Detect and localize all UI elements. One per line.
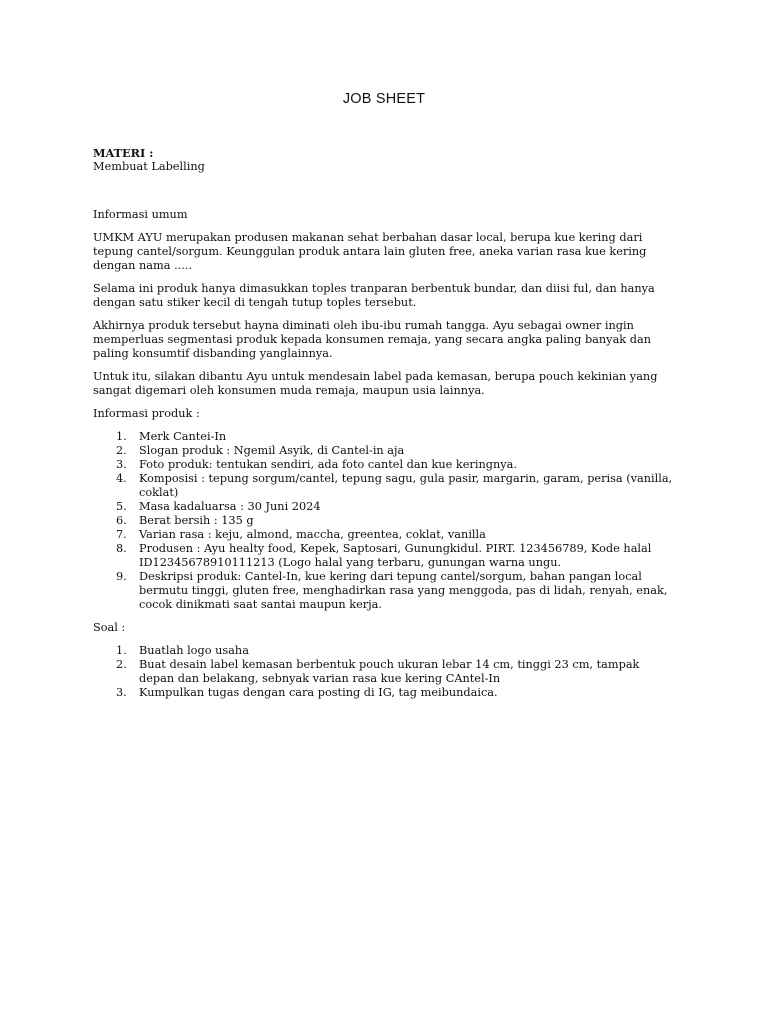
list-item xyxy=(93,458,673,472)
list-number: 7. xyxy=(116,528,127,541)
list-item-text: Varian rasa : keju, almond, maccha, greentea, coklat, vanilla xyxy=(139,528,486,541)
list-number: 1. xyxy=(116,430,127,443)
list-item-text: Berat bersih : 135 g xyxy=(139,514,254,527)
info-umum-paragraph: Akhirnya produk tersebut hayna diminati oleh ibu-ibu rumah tangga. Ayu sebagai owner ingin memperluas segmentasi produk kepada konsumen remaja, yang secara angka paling banyak dan paling konsumtif disbanding yanglainnya. xyxy=(93,319,651,360)
materi-label: MATERI : xyxy=(93,146,154,160)
info-produk-list xyxy=(93,430,673,612)
info-umum-paragraph: Selama ini produk hanya dimasukkan toples tranparan berbentuk bundar, dan diisi ful, dan hanya dengan satu stiker kecil di tengah tutup toples tersebut. xyxy=(93,282,655,309)
list-item xyxy=(93,430,673,444)
soal-heading: Soal : xyxy=(93,621,126,634)
list-item-text: Kumpulkan tugas dengan cara posting di IG, tag meibundaica. xyxy=(139,686,498,699)
list-item-text: Buat desain label kemasan berbentuk pouch ukuran lebar 14 cm, tinggi 23 cm, tampak depan dan belakang, sebnyak varian rasa kue kering CAntel-In xyxy=(139,658,640,685)
list-number: 6. xyxy=(116,514,127,527)
list-item-text: Buatlah logo usaha xyxy=(139,644,249,657)
list-item xyxy=(93,686,673,700)
list-number: 8. xyxy=(116,542,127,555)
list-item xyxy=(93,542,673,570)
list-item-text: Masa kadaluarsa : 30 Juni 2024 xyxy=(139,500,321,513)
list-number: 4. xyxy=(116,472,127,485)
list-item xyxy=(93,500,673,514)
list-number: 3. xyxy=(116,686,127,699)
list-number: 5. xyxy=(116,500,127,513)
list-item-text: Merk Cantei-In xyxy=(139,430,227,443)
list-item xyxy=(93,570,673,612)
info-umum-paragraph: UMKM AYU merupakan produsen makanan sehat berbahan dasar local, berupa kue kering dari tepung cantel/sorgum. Keunggulan produk antara lain gluten free, aneka varian rasa kue kering dengan nama ..... xyxy=(93,231,647,272)
list-number: 1. xyxy=(116,644,127,657)
list-number: 2. xyxy=(116,658,127,671)
list-item xyxy=(93,472,673,500)
document-body xyxy=(93,146,673,700)
list-item-text: Deskripsi produk: Cantel-In, kue kering dari tepung cantel/sorgum, bahan pangan local bermutu tinggi, gluten free, menghadirkan rasa yang menggoda, pas di lidah, renyah, enak, cocok dinikmati saat santai maupun kerja. xyxy=(139,570,668,611)
list-item-text: Komposisi : tepung sorgum/cantel, tepung sagu, gula pasir, margarin, garam, perisa (vanilla, coklat) xyxy=(139,472,673,499)
list-item xyxy=(93,644,673,658)
info-umum-heading: Informasi umum xyxy=(93,208,188,221)
list-item xyxy=(93,528,673,542)
list-item xyxy=(93,514,673,528)
list-number: 9. xyxy=(116,570,127,583)
info-umum-paragraph: Untuk itu, silakan dibantu Ayu untuk mendesain label pada kemasan, berupa pouch kekinian yang sangat digemari oleh konsumen muda remaja, maupun usia lainnya. xyxy=(93,370,658,397)
list-number: 3. xyxy=(116,458,127,471)
info-produk-heading: Informasi produk : xyxy=(93,407,200,420)
list-item xyxy=(93,444,673,458)
soal-list xyxy=(93,644,673,700)
list-number: 2. xyxy=(116,444,127,457)
list-item xyxy=(93,658,673,686)
list-item-text: Produsen : Ayu healty food, Kepek, Saptosari, Gunungkidul. PIRT. 123456789, Kode halal ID12345678910111213 (Logo halal yang terbaru, gunungan warna ungu. xyxy=(139,542,652,569)
materi-value: Membuat Labelling xyxy=(93,160,205,173)
list-item-text: Foto produk: tentukan sendiri, ada foto cantel dan kue keringnya. xyxy=(139,458,517,471)
page-title: JOB SHEET xyxy=(342,91,426,107)
list-item-text: Slogan produk : Ngemil Asyik, di Cantel-in aja xyxy=(139,444,405,457)
